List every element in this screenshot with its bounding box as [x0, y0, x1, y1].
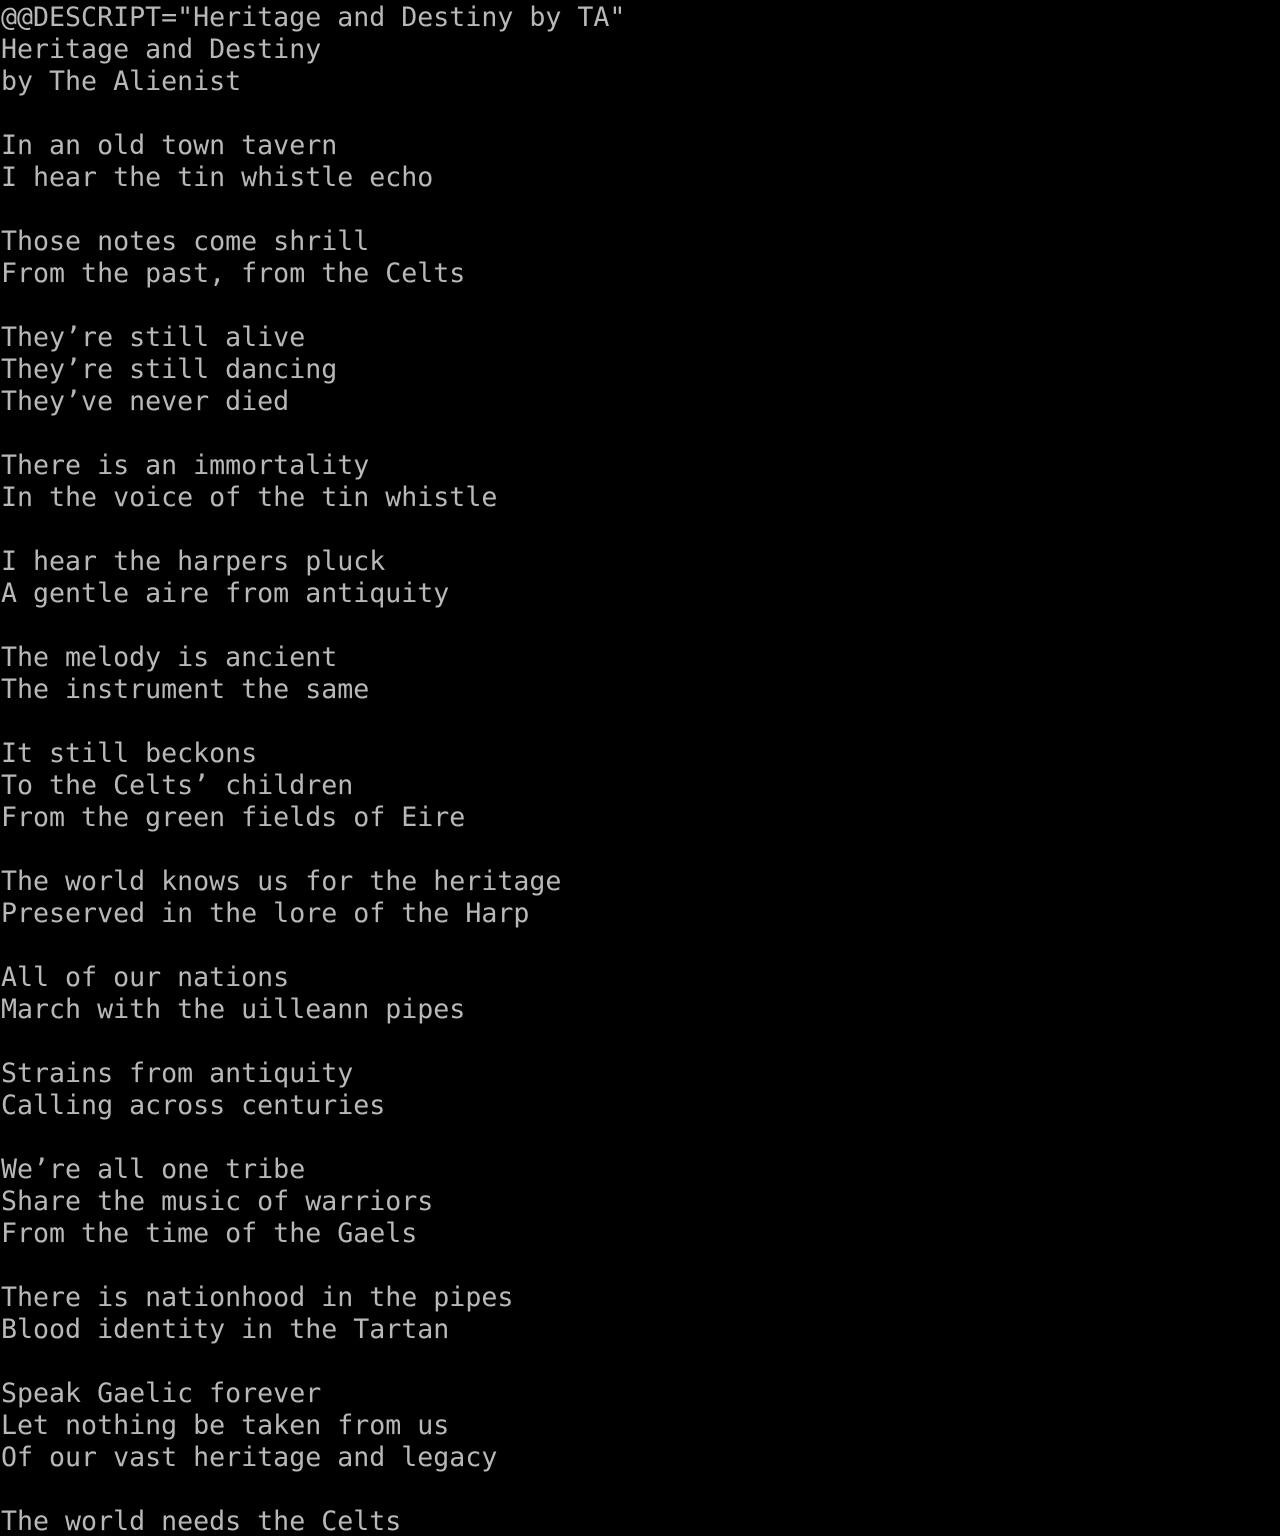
terminal-line: There is nationhood in the pipes — [1, 1282, 514, 1313]
terminal-line — [1, 1026, 1280, 1058]
terminal-line: From the time of the Gaels — [1, 1218, 418, 1249]
terminal-output — [1, 2, 1280, 1536]
terminal-line: Strains from antiquity — [1, 1058, 354, 1089]
terminal-line: The instrument the same — [1, 674, 370, 705]
terminal-line: In the voice of the tin whistle — [1, 482, 498, 513]
terminal-line — [1, 1122, 1280, 1154]
terminal-line — [1, 610, 1280, 642]
terminal-line: It still beckons — [1, 738, 258, 769]
terminal-line — [1, 194, 1280, 226]
terminal-line — [1, 834, 1280, 866]
terminal-line: I hear the harpers pluck — [1, 546, 386, 577]
terminal-line — [1, 418, 1280, 450]
terminal-line: To the Celts’ children — [1, 770, 354, 801]
terminal-line: Preserved in the lore of the Harp — [1, 898, 530, 929]
terminal-line: Speak Gaelic forever — [1, 1378, 322, 1409]
terminal-line: All of our nations — [1, 962, 290, 993]
terminal-line: Those notes come shrill — [1, 226, 370, 257]
terminal-line — [1, 706, 1280, 738]
terminal-line — [1, 930, 1280, 962]
terminal-line: Share the music of warriors — [1, 1186, 434, 1217]
terminal-line: In an old town tavern — [1, 130, 338, 161]
terminal-line: Heritage and Destiny — [1, 34, 322, 65]
terminal-line — [1, 98, 1280, 130]
terminal-line: They’re still dancing — [1, 354, 338, 385]
terminal-line: March with the uilleann pipes — [1, 994, 466, 1025]
terminal-line: Calling across centuries — [1, 1090, 386, 1121]
terminal-line — [1, 514, 1280, 546]
terminal-line — [1, 1346, 1280, 1378]
terminal-line: The world needs the Celts — [1, 1506, 402, 1536]
terminal-line: I hear the tin whistle echo — [1, 162, 434, 193]
terminal-line: Blood identity in the Tartan — [1, 1314, 450, 1345]
terminal-line: There is an immortality — [1, 450, 370, 481]
terminal-line — [1, 1474, 1280, 1506]
terminal-line: They’re still alive — [1, 322, 306, 353]
terminal-line — [1, 290, 1280, 322]
terminal-line: From the green fields of Eire — [1, 802, 466, 833]
terminal-line: The melody is ancient — [1, 642, 338, 673]
terminal-line: They’ve never died — [1, 386, 290, 417]
terminal-line: by The Alienist — [1, 66, 242, 97]
terminal-line — [1, 1250, 1280, 1282]
terminal-line: The world knows us for the heritage — [1, 866, 562, 897]
terminal-line: Of our vast heritage and legacy — [1, 1442, 498, 1473]
terminal-line: Let nothing be taken from us — [1, 1410, 450, 1441]
terminal-line: We’re all one tribe — [1, 1154, 306, 1185]
terminal-line: @@DESCRIPT="Heritage and Destiny by TA" — [1, 2, 626, 33]
terminal-line: From the past, from the Celts — [1, 258, 466, 289]
terminal-line: A gentle aire from antiquity — [1, 578, 450, 609]
